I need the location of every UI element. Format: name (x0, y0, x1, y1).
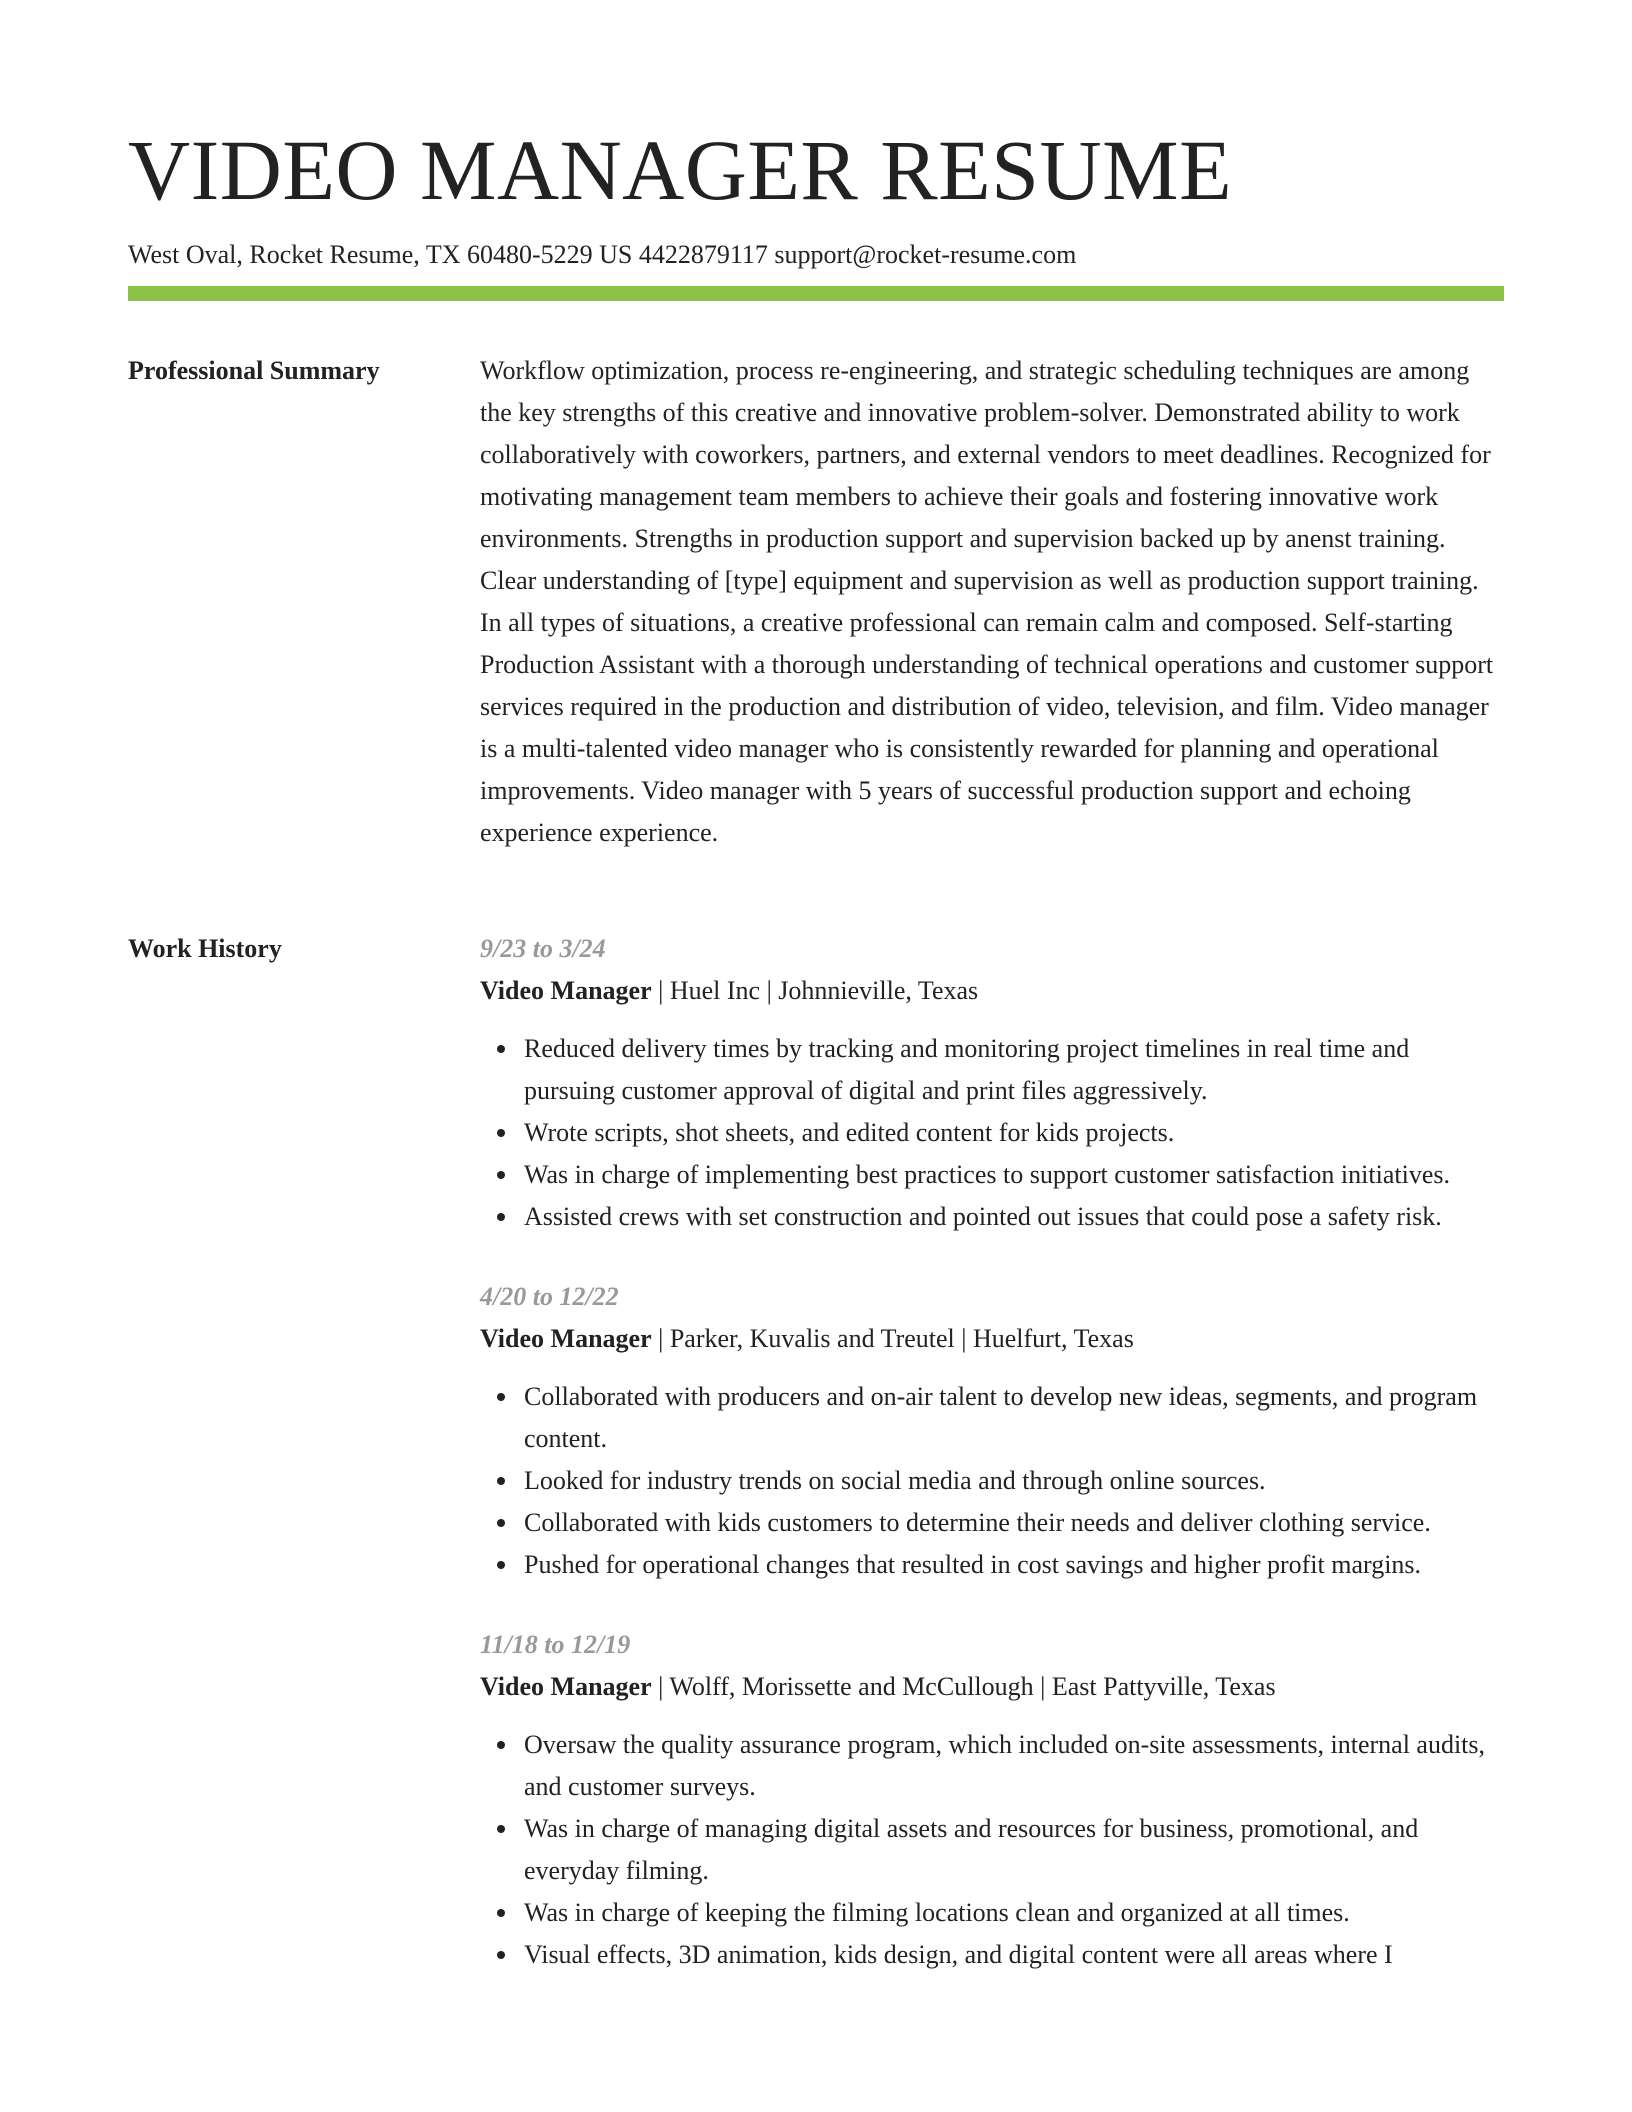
job-dates: 9/23 to 3/24 (480, 934, 606, 963)
job-details: | Parker, Kuvalis and Treutel | Huelfurt, Texas (651, 1324, 1134, 1353)
job-bullet: Pushed for operational changes that resulted in cost savings and higher profit margins. (524, 1544, 1504, 1586)
job-details: | Wolff, Morissette and McCullough | East Pattyville, Texas (651, 1672, 1276, 1701)
job-bullet-list (480, 1376, 1504, 1586)
job-dates: 4/20 to 12/22 (480, 1282, 619, 1311)
job-title-line (480, 1318, 1504, 1360)
job-bullet: Collaborated with kids customers to determine their needs and deliver clothing service. (524, 1502, 1504, 1544)
job-bullet: Looked for industry trends on social media and through online sources. (524, 1460, 1504, 1502)
job-bullet: Collaborated with producers and on-air talent to develop new ideas, segments, and program content. (524, 1376, 1504, 1460)
job-title: Video Manager (480, 1324, 652, 1353)
job-bullet: Wrote scripts, shot sheets, and edited content for kids projects. (524, 1112, 1504, 1154)
job-details: | Huel Inc | Johnnieville, Texas (651, 976, 979, 1005)
job-title-line (480, 1666, 1504, 1708)
job-entry (480, 1276, 1504, 1586)
job-bullet: Reduced delivery times by tracking and monitoring project timelines in real time and pursuing customer approval of digital and print files aggressively. (524, 1028, 1504, 1112)
job-entry (480, 928, 1504, 1238)
work-history-heading: Work History (128, 934, 282, 963)
summary-heading: Professional Summary (128, 356, 380, 385)
job-bullet: Oversaw the quality assurance program, which included on-site assessments, internal audits, and customer surveys. (524, 1724, 1504, 1808)
job-bullet: Was in charge of managing digital assets and resources for business, promotional, and everyday filming. (524, 1808, 1504, 1892)
job-dates: 11/18 to 12/19 (480, 1630, 631, 1659)
summary-body (480, 350, 1504, 854)
job-title-line (480, 970, 1504, 1012)
header-divider (128, 286, 1504, 301)
job-bullet: Assisted crews with set construction and pointed out issues that could pose a safety risk. (524, 1196, 1504, 1238)
job-bullet-list (480, 1028, 1504, 1238)
job-title: Video Manager (480, 1672, 652, 1701)
job-title: Video Manager (480, 976, 652, 1005)
job-bullet: Was in charge of implementing best practices to support customer satisfaction initiatives. (524, 1154, 1504, 1196)
resume-title: VIDEO MANAGER RESUME (128, 122, 1233, 218)
summary-text: Workflow optimization, process re-engineering, and strategic scheduling techniques are among the key strengths of this creative and innovative problem-solver. Demonstrated ability to work collaboratively with coworkers, partners, and external vendors to meet deadlines. Recognized for motivating management team members to achieve their goals and fostering innovative work environments. Strengths in production support and supervision backed up by anenst training. Clear understanding of [type] equipment and supervision as well as production support training. In all types of situations, a creative professional can remain calm and composed. Self-starting Production Assistant with a thorough understanding of technical operations and customer support services required in the production and distribution of video, television, and film. Video manager is a multi-talented video manager who is consistently rewarded for planning and operational improvements. Video manager with 5 years of successful production support and echoing experience experience. (480, 356, 1494, 847)
work-history-body (480, 928, 1504, 2014)
job-bullet: Visual effects, 3D animation, kids design, and digital content were all areas where I (524, 1934, 1504, 1976)
job-entry (480, 1624, 1504, 1976)
job-bullet-list (480, 1724, 1504, 1976)
contact-line: West Oval, Rocket Resume, TX 60480-5229 US 4422879117 support@rocket-resume.com (128, 240, 1077, 269)
job-bullet: Was in charge of keeping the filming locations clean and organized at all times. (524, 1892, 1504, 1934)
resume-header (128, 118, 1504, 272)
